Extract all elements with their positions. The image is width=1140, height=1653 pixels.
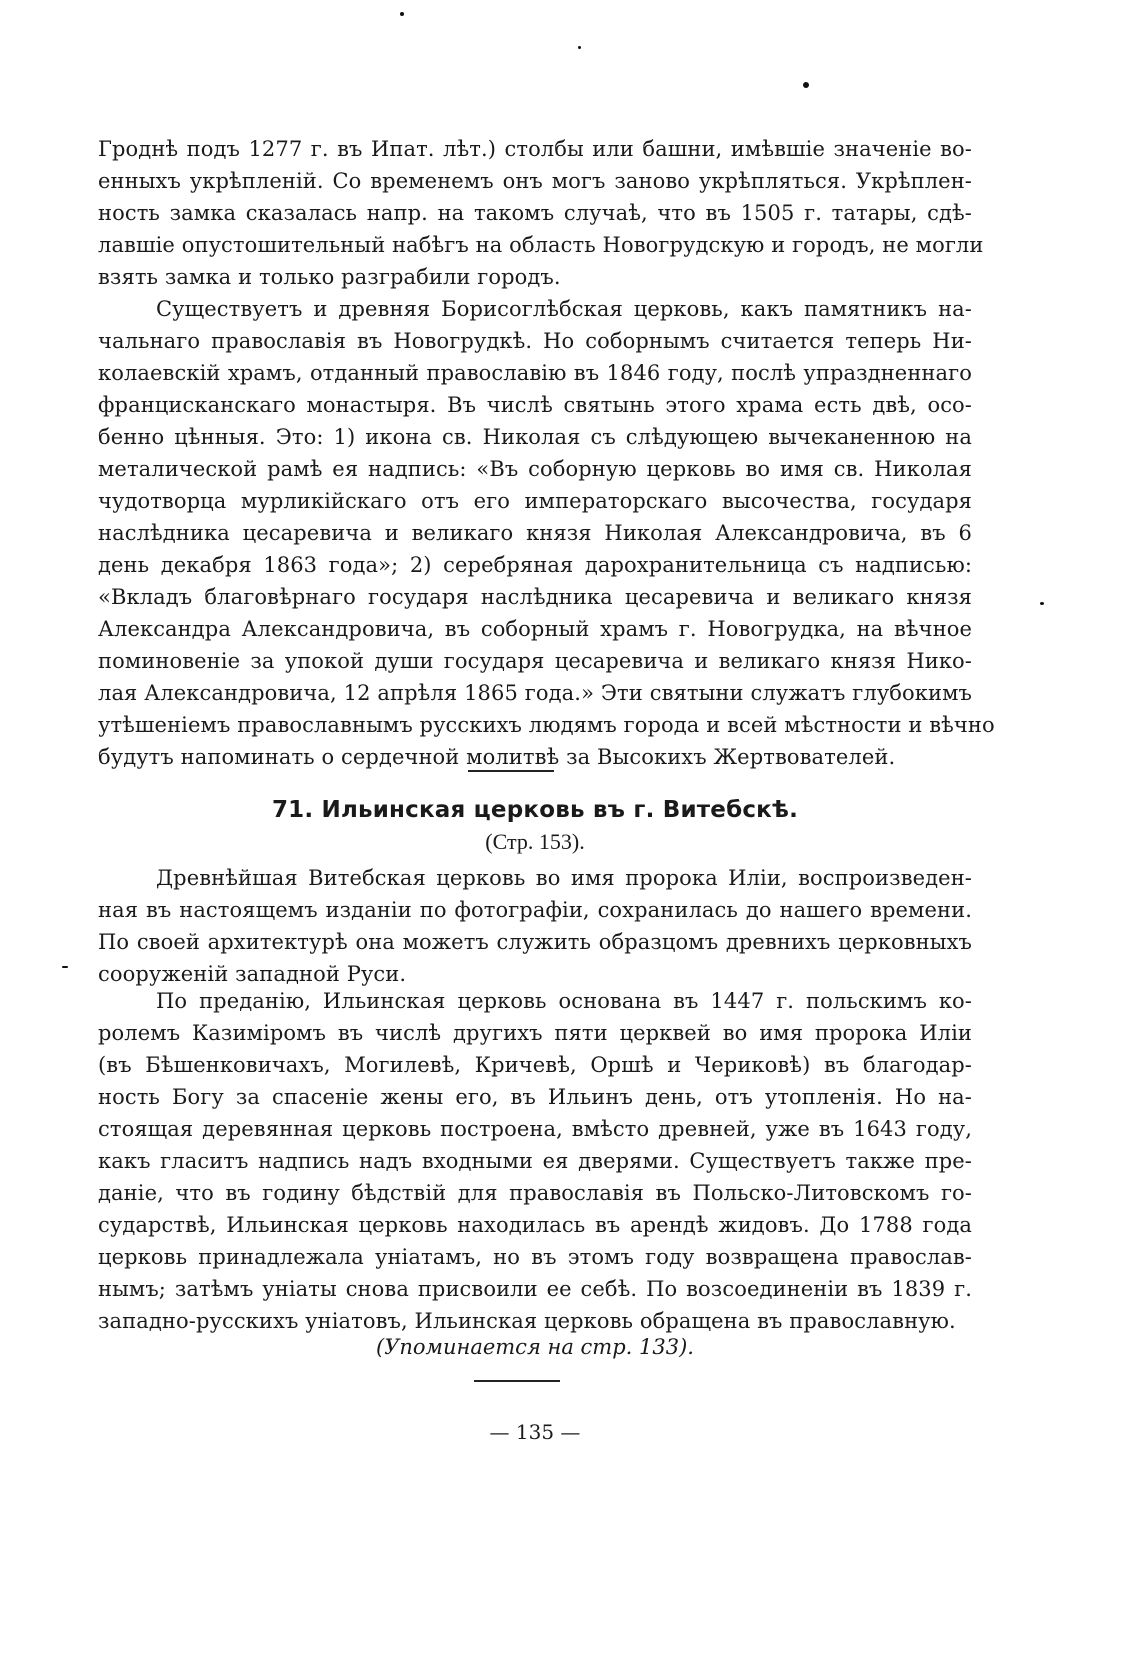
text-line: ность замка сказалась напр. на такомъ случаѣ, что въ 1505 г. татары, сдѣ- <box>98 201 972 225</box>
text-line: сударствѣ, Ильинская церковь находилась въ арендѣ жидовъ. До 1788 года <box>98 1213 972 1237</box>
text-line: стоящая деревянная церковь построена, вмѣсто древней, уже въ 1643 году, <box>98 1117 972 1141</box>
text-line: поминовеніе за упокой души государя цесаревича и великаго князя Нико- <box>98 649 972 673</box>
text-line: лавшіе опустошительный набѣгъ на область Новогрудскую и городъ, не могли <box>98 233 984 257</box>
page-number: — 135 — <box>489 1420 581 1444</box>
text-line: «Вкладъ благовѣрнаго государя наслѣдника цесаревича и великаго князя <box>98 585 972 609</box>
scan-speck <box>62 966 68 968</box>
text-line: По преданію, Ильинская церковь основана въ 1447 г. польскимъ ко- <box>156 989 972 1013</box>
text-line: даніе, что въ годину бѣдствій для православія въ Польско-Литовскомъ го- <box>98 1181 972 1205</box>
text-line: Гроднѣ подъ 1277 г. въ Ипат. лѣт.) столбы или башни, имѣвшіе значеніе во- <box>98 137 972 161</box>
text-line: (въ Бѣшенковичахъ, Могилевѣ, Кричевѣ, Оршѣ и Чериковѣ) въ благодар- <box>98 1053 972 1077</box>
intro-paragraph-1 <box>98 133 984 293</box>
article-subtitle: (Стр. 153). <box>485 829 585 854</box>
text-line: чальнаго православія въ Новогрудкѣ. Но соборнымъ считается теперь Ни- <box>98 329 972 353</box>
text-line: По своей архитектурѣ она можетъ служить образцомъ древнихъ церковныхъ <box>98 930 972 954</box>
text-line: сооруженій западной Руси. <box>98 962 407 986</box>
section-divider <box>468 770 554 772</box>
text-line: взять замка и только разграбили городъ. <box>98 265 561 289</box>
text-line: ность Богу за спасеніе жены его, въ Ильинъ день, отъ утопленія. Но на- <box>98 1085 972 1109</box>
scan-speck <box>400 12 404 16</box>
text-line: нымъ; затѣмъ уніаты снова присвоили ее себѣ. По возсоединеніи въ 1839 г. <box>98 1277 972 1301</box>
text-line: церковь принадлежала уніатамъ, но въ этомъ году возвращена православ- <box>98 1245 972 1269</box>
text-line: бенно цѣнныя. Это: 1) икона св. Николая съ слѣдующею вычеканенною на <box>98 425 972 449</box>
text-line: ролемъ Казиміромъ въ числѣ другихъ пяти церквей во имя пророка Иліи <box>98 1021 972 1045</box>
text-line: колаевскій храмъ, отданный православію въ 1846 году, послѣ упраздненнаго <box>98 361 972 385</box>
text-line: лая Александровича, 12 апрѣля 1865 года.» Эти святыни служатъ глубокимъ <box>98 681 972 705</box>
text-line: чудотворца мурликійскаго отъ его императорскаго высочества, государя <box>98 489 972 513</box>
text-line: западно-русскихъ уніатовъ, Ильинская церковь обращена въ православную. <box>98 1309 956 1333</box>
article-title: 71. Ильинская церковь въ г. Витебскѣ. <box>271 797 799 823</box>
text-line: какъ гласитъ надпись надъ входными ея дверями. Существуетъ также пре- <box>98 1149 972 1173</box>
reference-note: (Упоминается на стр. 133). <box>376 1335 694 1359</box>
text-line: утѣшеніемъ православнымъ русскихъ людямъ города и всей мѣстности и вѣчно <box>98 713 995 737</box>
text-line: ная въ настоящемъ изданіи по фотографіи, сохранилась до нашего времени. <box>98 898 972 922</box>
section-divider <box>474 1380 560 1382</box>
text-line: будутъ напоминать о сердечной молитвѣ за Высокихъ Жертвователей. <box>98 745 896 769</box>
text-line: Существуетъ и древняя Борисоглѣбская церковь, какъ памятникъ на- <box>156 297 972 321</box>
scan-speck <box>1040 602 1044 605</box>
text-line: Александра Александровича, въ соборный храмъ г. Новогрудка, на вѣчное <box>98 617 972 641</box>
text-line: металической рамѣ ея надпись: «Въ соборную церковь во имя св. Николая <box>98 457 972 481</box>
text-line: енныхъ укрѣпленій. Со временемъ онъ могъ заново укрѣпляться. Укрѣплен- <box>98 169 972 193</box>
intro-paragraph-2 <box>98 293 995 773</box>
scan-speck <box>803 82 809 88</box>
article-paragraph-1 <box>98 862 972 990</box>
text-line: францисканскаго монастыря. Въ числѣ святынь этого храма есть двѣ, осо- <box>98 393 972 417</box>
text-line: наслѣдника цесаревича и великаго князя Николая Александровича, въ 6 <box>98 521 972 545</box>
text-line: Древнѣйшая Витебская церковь во имя пророка Иліи, воспроизведен- <box>156 866 972 890</box>
scan-speck <box>578 46 581 49</box>
article-paragraph-2 <box>98 985 972 1337</box>
text-line: день декабря 1863 года»; 2) серебряная дарохранительница съ надписью: <box>98 553 972 577</box>
